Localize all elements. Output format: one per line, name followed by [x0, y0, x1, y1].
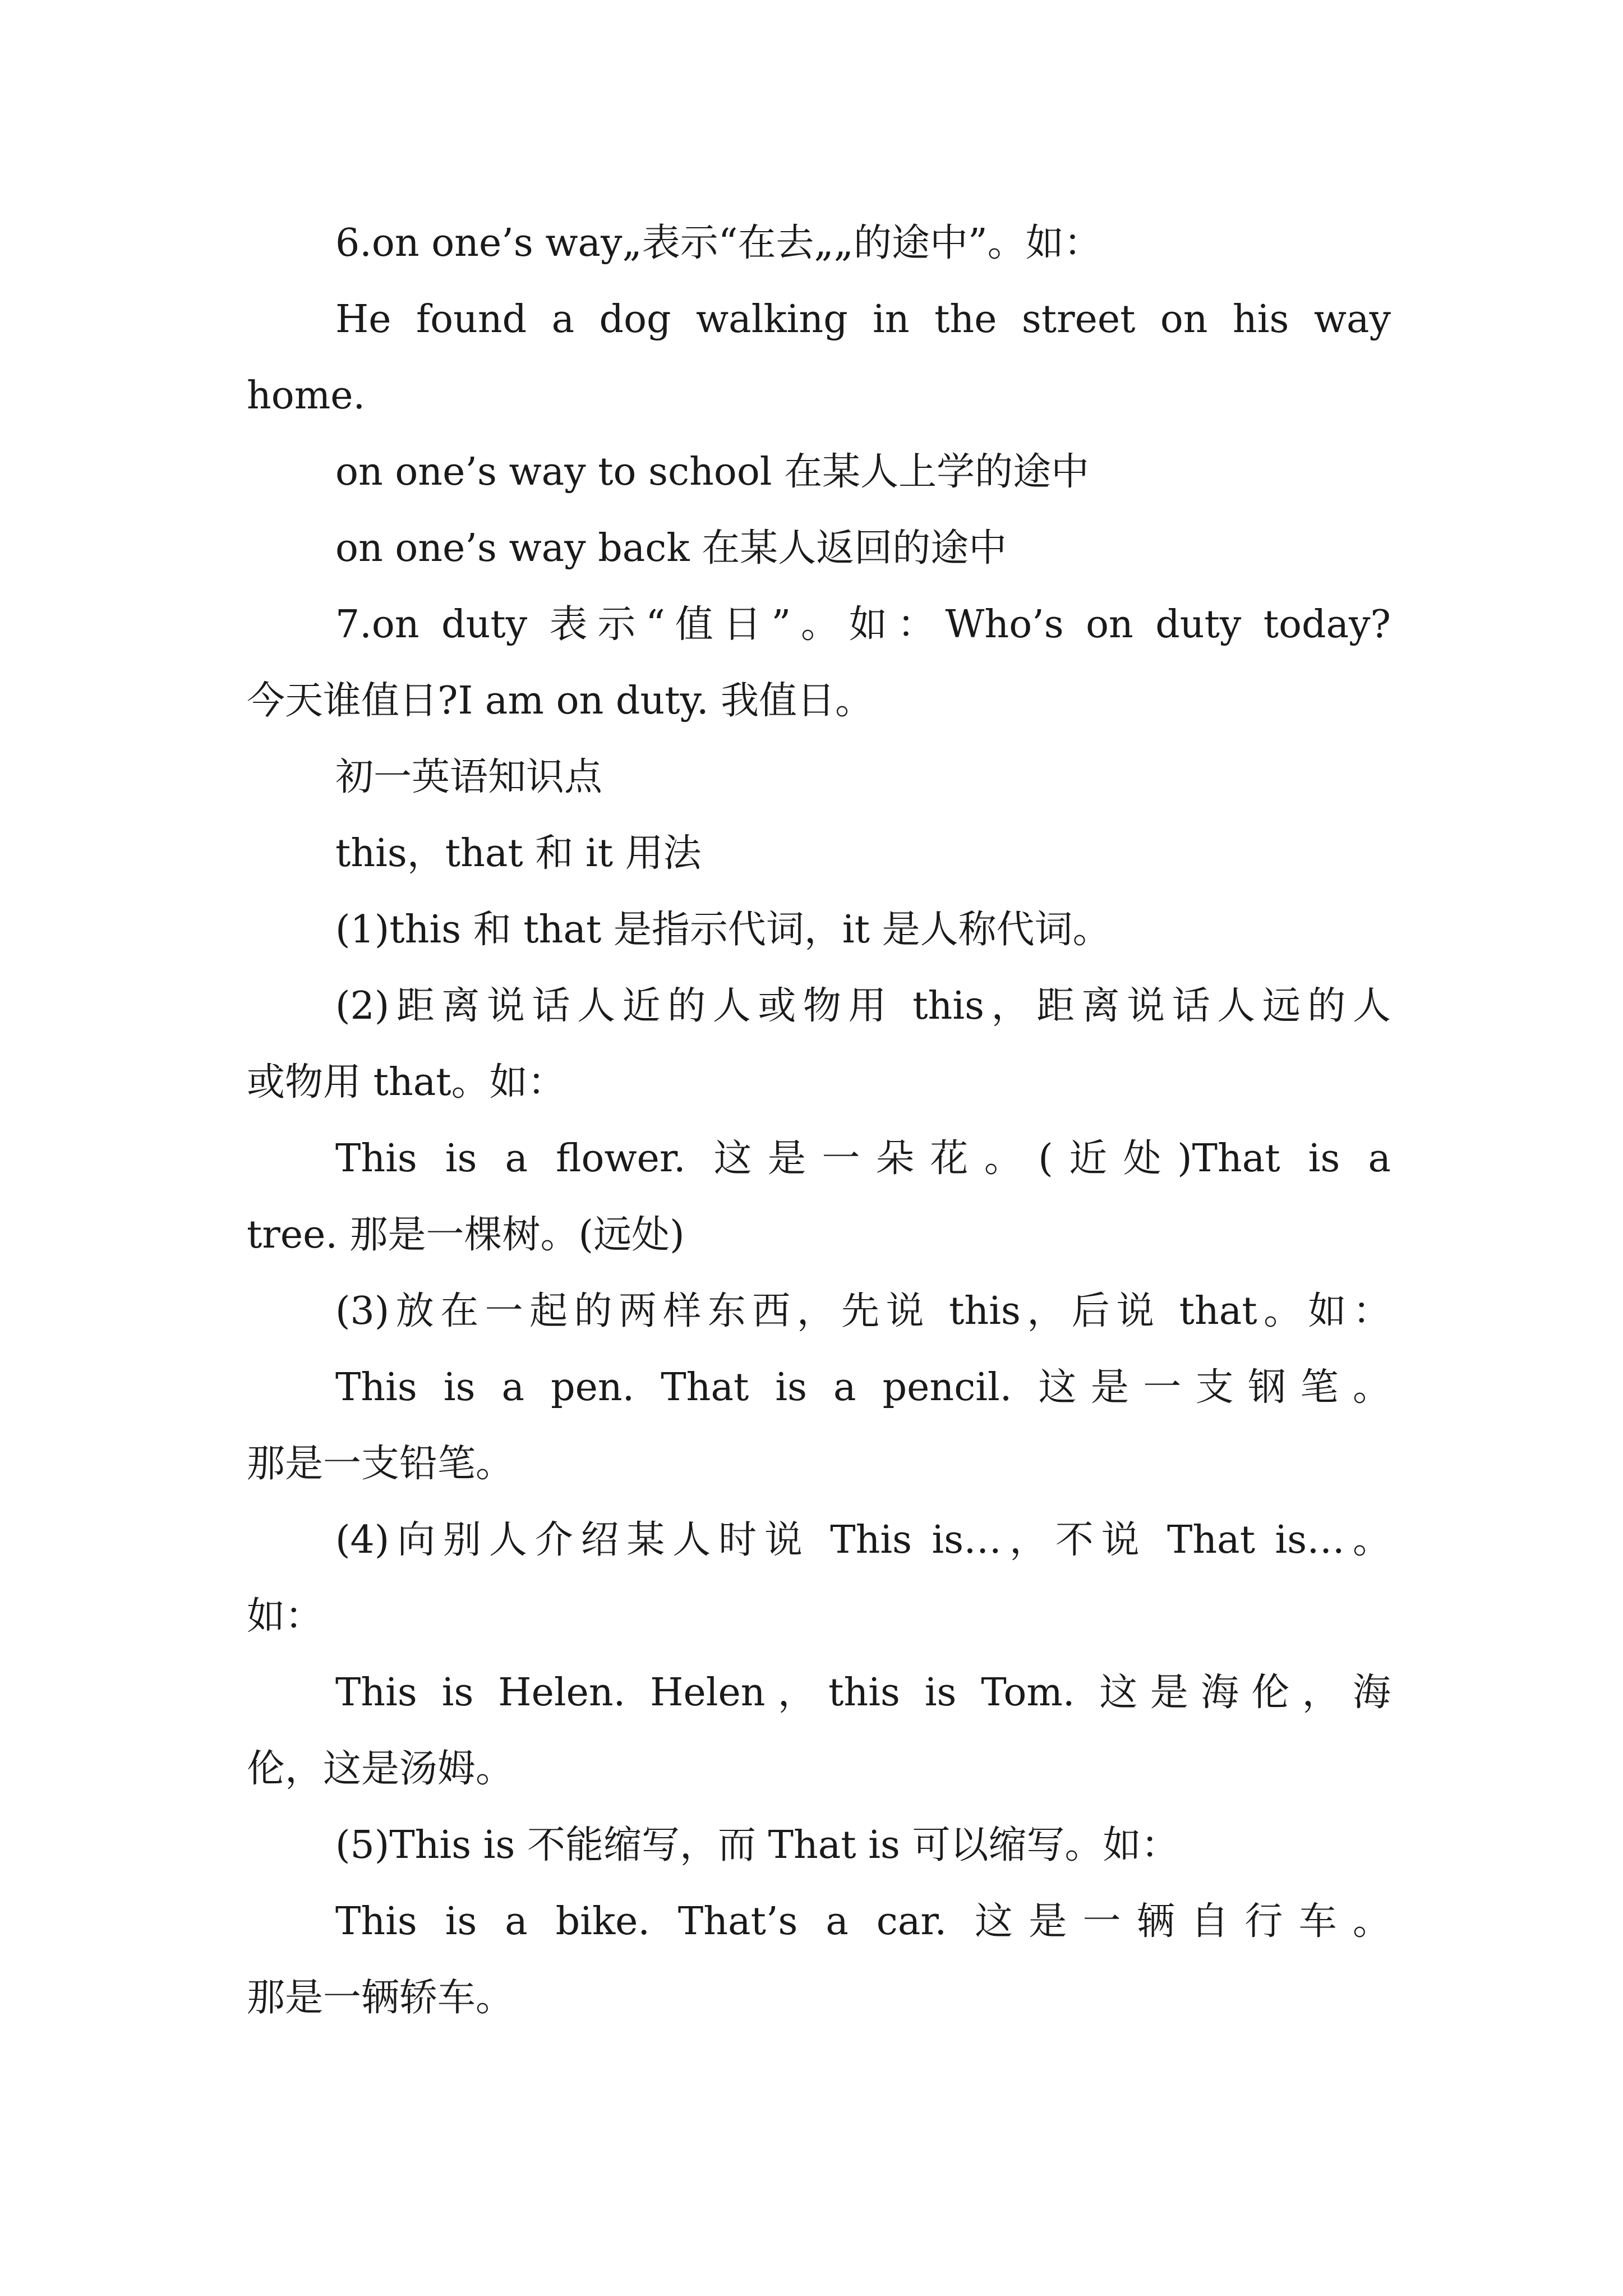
- text-line: 7.on duty 表示“值日”。如：Who’s on duty today?: [335, 602, 1391, 647]
- section-heading: 初一英语知识点: [335, 755, 603, 799]
- text-line: on one’s way to school 在某人上学的途中: [335, 450, 1090, 494]
- text-line: 如：: [247, 1594, 324, 1639]
- text-line: home.: [247, 374, 366, 418]
- text-line: 今天谁值日?I am on duty. 我值日。: [247, 679, 874, 723]
- text-line: 那是一辆轿车。: [247, 1976, 514, 2020]
- text-line: This is Helen. Helen，this is Tom. 这是海伦，海: [335, 1671, 1391, 1715]
- text-line: 伦，这是汤姆。: [247, 1747, 514, 1791]
- text-line: on one’s way back 在某人返回的途中: [335, 526, 1007, 570]
- text-line: this，that 和 it 用法: [335, 831, 702, 876]
- text-line: This is a flower. 这是一朵花。(近处)That is a: [335, 1137, 1391, 1181]
- text-line: (3)放在一起的两样东西，先说 this，后说 that。如：: [335, 1289, 1391, 1333]
- text-line: 6.on one’s way„表示“在去„„的途中”。如：: [335, 221, 1102, 265]
- text-line: (5)This is 不能缩写，而 That is 可以缩写。如：: [335, 1823, 1179, 1867]
- text-line: He found a dog walking in the street on his way: [335, 297, 1391, 342]
- text-line: This is a pen. That is a pencil. 这是一支钢笔。: [335, 1365, 1391, 1410]
- text-line: This is a bike. That’s a car. 这是一辆自行车。: [335, 1899, 1391, 1944]
- text-line: 那是一支铅笔。: [247, 1442, 514, 1486]
- text-line: (4)向别人介绍某人时说 This is…，不说 That is…。: [335, 1518, 1391, 1562]
- text-line: (1)this 和 that 是指示代词，it 是人称代词。: [335, 908, 1111, 952]
- text-line: 或物用 that。如：: [247, 1060, 566, 1105]
- text-line: (2)距离说话人近的人或物用 this，距离说话人远的人: [335, 984, 1391, 1028]
- text-line: tree. 那是一棵树。(远处): [247, 1213, 685, 1257]
